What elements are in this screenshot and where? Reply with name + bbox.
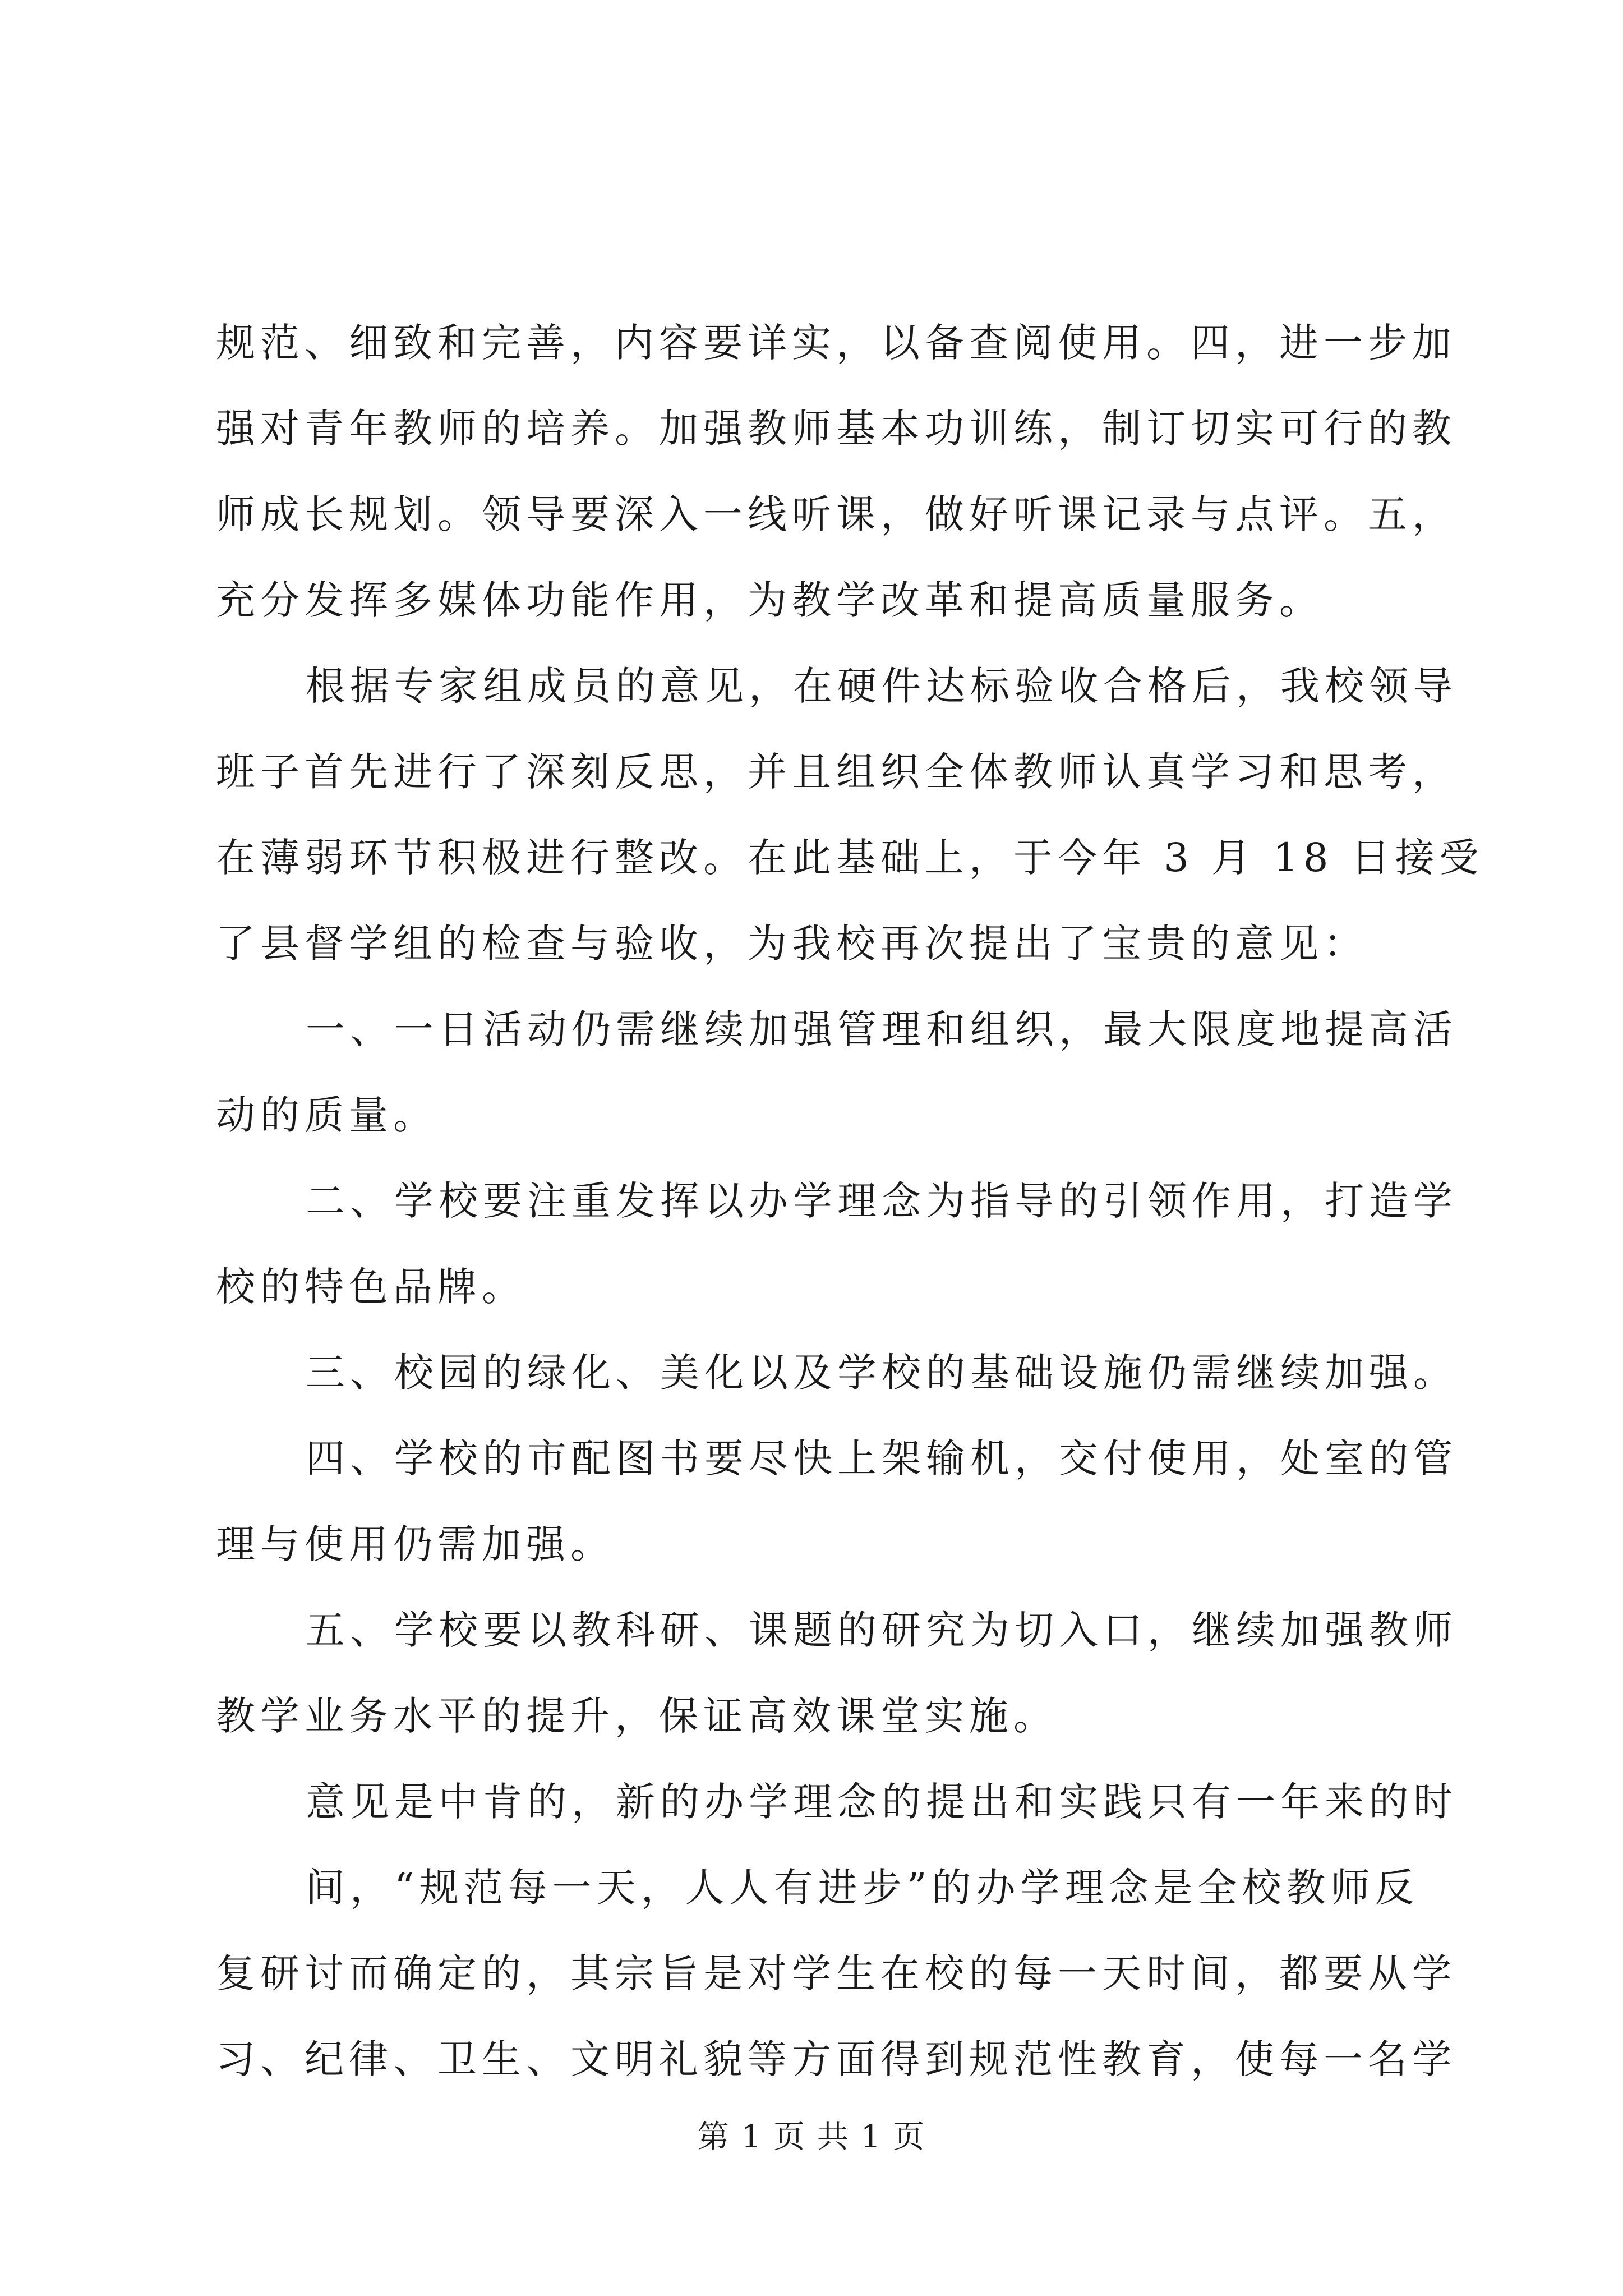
paragraph-start-line: 根据专家组成员的意见，在硬件达标验收合格后，我校领导 (306, 663, 1458, 709)
paragraph-start-line: 意见是中肯的，新的办学理念的提出和实践只有一年来的时 (306, 1779, 1458, 1825)
text-line: 理与使用仍需加强。 (216, 1521, 615, 1567)
text-line: 规范、细致和完善，内容要详实，以备查阅使用。四，进一步加 (216, 320, 1456, 366)
text-line: 师成长规划。领导要深入一线听课，做好听课记录与点评。五， (216, 491, 1456, 537)
text-line: 教学业务水平的提升，保证高效课堂实施。 (216, 1693, 1058, 1739)
text-line: 习、纪律、卫生、文明礼貌等方面得到规范性教育，使每一名学 (216, 2036, 1456, 2082)
text-line: 了县督学组的检查与验收，为我校再次提出了宝贵的意见： (216, 921, 1368, 967)
opinion-item-2: 二、学校要注重发挥以办学理念为指导的引领作用，打造学 (306, 1178, 1458, 1224)
document-body (216, 300, 1484, 2102)
text-line: 在薄弱环节积极进行整改。在此基础上，于今年 3 月 18 日接受 (216, 835, 1484, 881)
opinion-item-1: 一、一日活动仍需继续加强管理和组织，最大限度地提高活 (306, 1006, 1458, 1052)
opinion-item-5: 五、学校要以教科研、课题的研究为切入口，继续加强教师 (306, 1607, 1458, 1653)
text-line: 强对青年教师的培养。加强教师基本功训练，制订切实可行的教 (216, 406, 1456, 452)
page-footer: 第 1 页 共 1 页 (697, 2119, 926, 2155)
text-line: 班子首先进行了深刻反思，并且组织全体教师认真学习和思考， (216, 749, 1456, 795)
text-line: 充分发挥多媒体功能作用，为教学改革和提高质量服务。 (216, 577, 1324, 623)
opinion-item-4: 四、学校的市配图书要尽快上架输机，交付使用，处室的管 (306, 1435, 1458, 1481)
text-line: 校的特色品牌。 (216, 1264, 526, 1310)
text-line: 复研讨而确定的，其宗旨是对学生在校的每一天时间，都要从学 (216, 1950, 1456, 1996)
opinion-item-3: 三、校园的绿化、美化以及学校的基础设施仍需继续加强。 (306, 1350, 1458, 1396)
text-line: 动的质量。 (216, 1092, 437, 1138)
text-line: 间，“规范每一天，人人有进步”的办学理念是全校教师反 (306, 1865, 1419, 1911)
